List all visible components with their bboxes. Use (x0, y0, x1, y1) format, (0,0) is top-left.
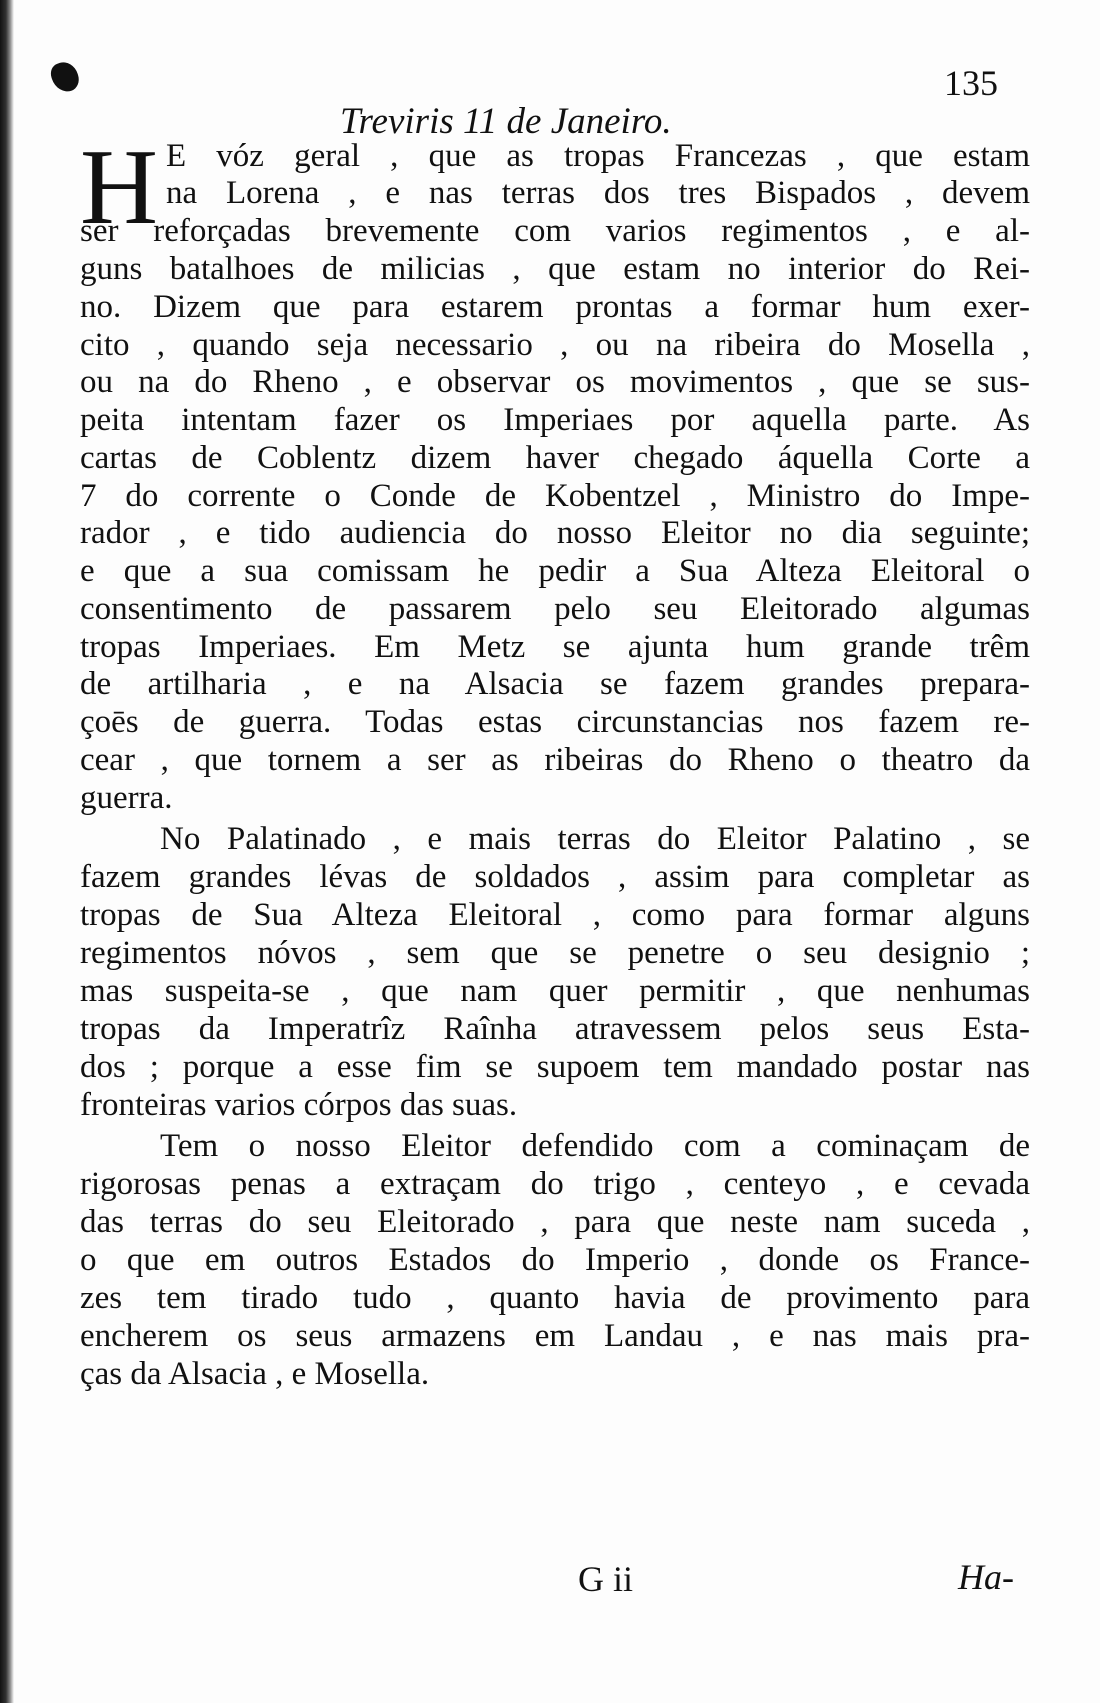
text-line: encherem os seus armazens em Landau , e nas mais pra- (80, 1318, 1030, 1354)
text-line: mas suspeita-se , que nam quer permitir , que nenhumas (80, 973, 1030, 1009)
text-line: guerra. (80, 780, 173, 816)
text-line: de artilharia , e na Alsacia se fazem grandes prepara- (80, 666, 1030, 702)
text-line: ou na do Rheno , e observar os movimentos , que se sus- (80, 364, 1030, 400)
text-line: regimentos nóvos , sem que se penetre o seu designio ; (80, 935, 1030, 971)
text-line: e que a sua comissam he pedir a Sua Alteza Eleitoral o (80, 553, 1030, 589)
text-line: peita intentam fazer os Imperiaes por aquella parte. As (80, 402, 1030, 438)
catchword: Ha- (958, 1557, 1014, 1597)
text-line: cartas de Coblentz dizem haver chegado áquella Corte a (80, 440, 1030, 476)
drop-cap-letter: H (80, 128, 158, 247)
text-line: tropas de Sua Alteza Eleitoral , como para formar alguns (80, 897, 1030, 933)
text-line: o que em outros Estados do Imperio , donde os France- (80, 1242, 1030, 1278)
signature-mark: G ii (578, 1559, 634, 1599)
text-line: guns batalhoes de milicias , que estam no interior do Rei- (80, 251, 1030, 287)
text-line: das terras do seu Eleitorado , para que neste nam suceda , (80, 1204, 1030, 1240)
text-line: cear , que tornem a ser as ribeiras do Rheno o theatro da (80, 742, 1030, 778)
text-line: Tem o nosso Eleitor defendido com a cominaçam de (160, 1128, 1030, 1164)
text-line: No Palatinado , e mais terras do Eleitor Palatino , se (160, 821, 1030, 857)
ink-blot-mark (48, 59, 82, 96)
text-line: 7 do corrente o Conde de Kobentzel , Ministro do Impe- (80, 478, 1030, 514)
text-line: na Lorena , e nas terras dos tres Bispados , devem (166, 175, 1030, 211)
page-number: 135 (944, 63, 998, 103)
text-line: cito , quando seja necessario , ou na ribeira do Mosella , (80, 327, 1030, 363)
page-binding-shadow (0, 0, 14, 1703)
text-line: çoēs de guerra. Todas estas circunstancias nos fazem re- (80, 704, 1030, 740)
text-line: rador , e tido audiencia do nosso Eleitor no dia seguinte; (80, 515, 1030, 551)
text-line: zes tem tirado tudo , quanto havia de provimento para (80, 1280, 1030, 1316)
text-line: ças da Alsacia , e Mosella. (80, 1356, 430, 1392)
text-line: consentimento de passarem pelo seu Eleitorado algumas (80, 591, 1030, 627)
text-line: E vóz geral , que as tropas Francezas , que estam (166, 138, 1030, 174)
dateline-heading: Treviris 11 de Janeiro. (340, 101, 672, 142)
text-line: fronteiras varios córpos das suas. (80, 1087, 518, 1123)
text-line: no. Dizem que para estarem prontas a formar hum exer- (80, 289, 1030, 325)
text-line: tropas Imperiaes. Em Metz se ajunta hum grande trêm (80, 629, 1030, 665)
text-line: dos ; porque a esse fim se supoem tem mandado postar nas (80, 1049, 1030, 1085)
text-line: rigorosas penas a extraçam do trigo , centeyo , e cevada (80, 1166, 1030, 1202)
text-line: tropas da Imperatrîz Raînha atravessem pelos seus Esta- (80, 1011, 1030, 1047)
text-line: fazem grandes lévas de soldados , assim para completar as (80, 859, 1030, 895)
text-line: ser reforçadas brevemente com varios regimentos , e al- (80, 213, 1030, 249)
